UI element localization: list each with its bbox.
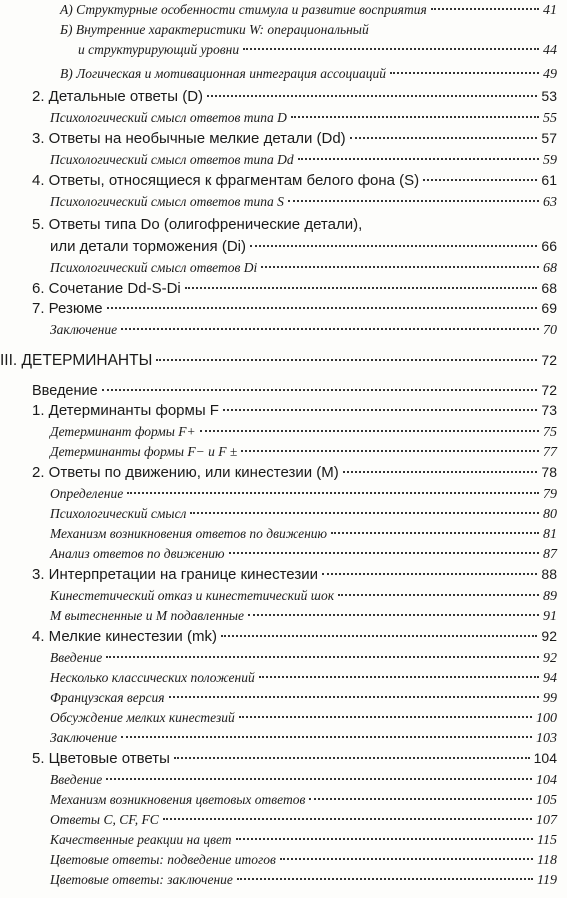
toc-entry[interactable] <box>60 2 557 19</box>
toc-entry-title: 3. Ответы на необычные мелкие детали (Dd) <box>32 130 346 147</box>
toc-entry-page: 69 <box>541 300 557 316</box>
toc-entry[interactable] <box>32 280 557 297</box>
toc-entry[interactable] <box>50 872 557 889</box>
dot-leader <box>390 72 539 74</box>
toc-entry-page: 107 <box>536 813 557 828</box>
toc-entry-page: 94 <box>543 671 557 686</box>
toc-entry[interactable] <box>50 526 557 543</box>
toc-entry-page: 103 <box>536 731 557 746</box>
dot-leader <box>200 430 539 432</box>
dot-leader <box>185 287 538 289</box>
toc-entry[interactable] <box>32 300 557 317</box>
dot-leader <box>431 8 539 10</box>
toc-entry-title: M вытесненные и M подавленные <box>50 608 245 623</box>
toc-entry-title: Психологический смысл ответов типа S <box>50 194 284 209</box>
dot-leader <box>259 676 539 678</box>
toc-entry[interactable] <box>50 424 557 441</box>
toc-entry-page: 118 <box>537 853 557 868</box>
toc-entry-title: Введение <box>50 772 103 787</box>
toc-entry-title: В) Логическая и мотивационная интеграция ассоциаций <box>60 66 386 81</box>
toc-entry-title: Качественные реакции на цвет <box>50 832 232 847</box>
dot-leader <box>223 409 537 411</box>
dot-leader <box>239 716 532 718</box>
toc-entry[interactable] <box>50 730 557 747</box>
toc-entry-page: 68 <box>541 280 557 296</box>
toc-entry[interactable] <box>50 110 557 127</box>
toc-entry-title: Детерминант формы F+ <box>50 424 196 439</box>
dot-leader <box>309 798 532 800</box>
toc-entry[interactable] <box>32 402 557 419</box>
toc-entry-page: 115 <box>537 833 557 848</box>
toc-entry[interactable] <box>32 566 557 583</box>
dot-leader <box>102 389 538 391</box>
dot-leader <box>229 552 539 554</box>
toc-entry-page: 92 <box>543 651 557 666</box>
toc-entry[interactable] <box>60 66 557 83</box>
toc-entry-title: 6. Сочетание Dd-S-Di <box>32 280 181 297</box>
toc-entry-page: 72 <box>541 382 557 398</box>
toc-entry[interactable] <box>50 710 557 727</box>
toc-entry[interactable] <box>50 486 557 503</box>
toc-entry-title: Психологический смысл ответов типа Dd <box>50 152 294 167</box>
toc-entry[interactable] <box>50 670 557 687</box>
dot-leader <box>298 158 539 160</box>
toc-entry[interactable] <box>50 322 557 339</box>
toc-entry[interactable] <box>50 194 557 211</box>
toc-entry[interactable] <box>50 238 557 255</box>
toc-entry-title: Обсуждение мелких кинестезий <box>50 710 235 725</box>
toc-entry-page: 119 <box>537 873 557 888</box>
toc-entry[interactable] <box>50 792 557 809</box>
dot-leader <box>221 635 537 637</box>
toc-entry-continuation: и структурирующий уровни <box>78 42 240 57</box>
toc-entry-title: 2. Детальные ответы (D) <box>32 88 204 105</box>
toc-entry-title: Психологический смысл <box>50 506 187 521</box>
toc-entry[interactable] <box>32 382 557 399</box>
toc-entry[interactable] <box>50 506 557 523</box>
toc-entry-title: Кинестетический отказ и кинестетический шок <box>50 588 335 603</box>
toc-entry[interactable] <box>32 750 557 767</box>
dot-leader <box>280 858 533 860</box>
toc-entry-title: 1. Детерминанты формы F <box>32 402 219 419</box>
toc-entry-title: Анализ ответов по движению <box>50 546 225 561</box>
dot-leader <box>163 818 532 820</box>
toc-entry-title: Психологический смысл ответов типа D <box>50 110 287 125</box>
toc-entry[interactable] <box>50 546 557 563</box>
dot-leader <box>107 307 538 309</box>
toc-entry-title: 7. Резюме <box>32 300 103 317</box>
dot-leader <box>322 573 537 575</box>
dot-leader <box>190 512 539 514</box>
toc-entry[interactable] <box>32 172 557 189</box>
dot-leader <box>237 878 533 880</box>
toc-entry[interactable] <box>50 608 557 625</box>
toc-entry[interactable] <box>50 812 557 829</box>
dot-leader <box>106 656 539 658</box>
toc-entry-title: Ответы C, CF, FC <box>50 812 159 827</box>
toc-entry[interactable] <box>32 464 557 481</box>
toc-entry-page: 81 <box>543 527 557 542</box>
toc-entry-continuation: или детали торможения (Di) <box>50 238 246 255</box>
toc-entry-title: 3. Интерпретации на границе кинестезии <box>32 566 318 583</box>
toc-entry-page: 61 <box>541 172 557 188</box>
toc-entry-title: Механизм возникновения ответов по движению <box>50 526 328 541</box>
toc-entry-page: 92 <box>541 628 557 644</box>
toc-entry-title: Заключение <box>50 322 118 337</box>
toc-entry-page: 68 <box>543 261 557 276</box>
dot-leader <box>288 200 539 202</box>
toc-entry-page: 77 <box>543 445 557 460</box>
toc-entry-title: Цветовые ответы: подведение итогов <box>50 852 276 867</box>
dot-leader <box>343 471 538 473</box>
dot-leader <box>236 838 533 840</box>
toc-entry-page: 88 <box>541 566 557 582</box>
toc-entry-page: 59 <box>543 153 557 168</box>
dot-leader <box>350 137 538 139</box>
toc-entry-title: 5. Цветовые ответы <box>32 750 170 767</box>
toc-entry[interactable] <box>50 444 557 461</box>
toc-entry-title: 4. Ответы, относящиеся к фрагментам белого фона (S) <box>32 172 420 189</box>
dot-leader <box>106 778 532 780</box>
toc-entry-title[interactable]: 5. Ответы типа Do (олигофренические детали), <box>32 216 363 233</box>
toc-entry[interactable] <box>32 130 557 147</box>
toc-entry[interactable] <box>50 152 557 169</box>
toc-entry-page: 53 <box>541 88 557 104</box>
dot-leader <box>241 450 539 452</box>
toc-entry[interactable] <box>50 690 557 707</box>
dot-leader <box>121 328 539 330</box>
toc-entry-title: 4. Мелкие кинестезии (mk) <box>32 628 217 645</box>
toc-entry-page: 72 <box>541 352 557 368</box>
dot-leader <box>291 116 539 118</box>
toc-entry-title: Французская версия <box>50 690 165 705</box>
toc-entry-page: 80 <box>543 507 557 522</box>
toc-entry-page: 79 <box>543 487 557 502</box>
toc-entry-title: Механизм возникновения цветовых ответов <box>50 792 306 807</box>
toc-entry-page: 78 <box>541 464 557 480</box>
toc-entry-page: 73 <box>541 402 557 418</box>
toc-entry-page: 66 <box>541 238 557 254</box>
dot-leader <box>338 594 539 596</box>
toc-entry-page: 104 <box>536 773 557 788</box>
toc-entry-page: 70 <box>543 323 557 338</box>
toc-entry-title: III. ДЕТЕРМИНАНТЫ <box>0 352 153 369</box>
toc-entry-title: Введение <box>50 650 103 665</box>
dot-leader <box>156 359 537 361</box>
toc-part-entry[interactable] <box>0 352 557 370</box>
toc-entry[interactable] <box>50 852 557 869</box>
toc-entry-page: 41 <box>543 3 557 18</box>
toc-entry-page: 87 <box>543 547 557 562</box>
dot-leader <box>243 48 539 50</box>
toc-entry[interactable] <box>78 42 557 59</box>
toc-entry-page: 55 <box>543 111 557 126</box>
toc-entry-page: 89 <box>543 589 557 604</box>
dot-leader <box>248 614 539 616</box>
toc-entry[interactable] <box>50 832 557 849</box>
toc-entry-title: Определение <box>50 486 124 501</box>
toc-entry-page: 100 <box>536 711 557 726</box>
dot-leader <box>261 266 539 268</box>
dot-leader <box>169 696 539 698</box>
toc-entry-title: Введение <box>32 383 98 399</box>
toc-entry-title: Психологический смысл ответов Di <box>50 260 258 275</box>
toc-entry-title: Цветовые ответы: заключение <box>50 872 233 887</box>
toc-entry[interactable] <box>50 260 557 277</box>
toc-entry-page: 75 <box>543 425 557 440</box>
toc-entry-page: 91 <box>543 609 557 624</box>
toc-entry[interactable] <box>32 88 557 105</box>
dot-leader <box>127 492 539 494</box>
toc-entry[interactable] <box>50 772 557 789</box>
dot-leader <box>174 757 530 759</box>
toc-entry-title[interactable]: Б) Внутренние характеристики W: операциональный <box>60 22 369 37</box>
toc-entry[interactable] <box>32 628 557 645</box>
dot-leader <box>207 95 537 97</box>
toc-entry[interactable] <box>50 588 557 605</box>
toc-entry-page: 44 <box>543 43 557 58</box>
dot-leader <box>121 736 532 738</box>
toc-entry-page: 49 <box>543 67 557 82</box>
toc-entry-title: Детерминанты формы F− и F ± <box>50 444 238 459</box>
toc-entry-page: 104 <box>533 750 557 766</box>
toc-entry-page: 63 <box>543 195 557 210</box>
toc-entry-title: А) Структурные особенности стимула и развитие восприятия <box>60 2 427 17</box>
dot-leader <box>250 245 537 247</box>
toc-entry-title: Несколько классических положений <box>50 670 255 685</box>
toc-entry-title: Заключение <box>50 730 118 745</box>
toc-entry-page: 99 <box>543 691 557 706</box>
dot-leader <box>331 532 539 534</box>
toc-entry-title: 2. Ответы по движению, или кинестезии (M) <box>32 464 339 481</box>
toc-entry-page: 57 <box>541 130 557 146</box>
dot-leader <box>423 179 537 181</box>
toc-entry[interactable] <box>50 650 557 667</box>
toc-entry-page: 105 <box>536 793 557 808</box>
